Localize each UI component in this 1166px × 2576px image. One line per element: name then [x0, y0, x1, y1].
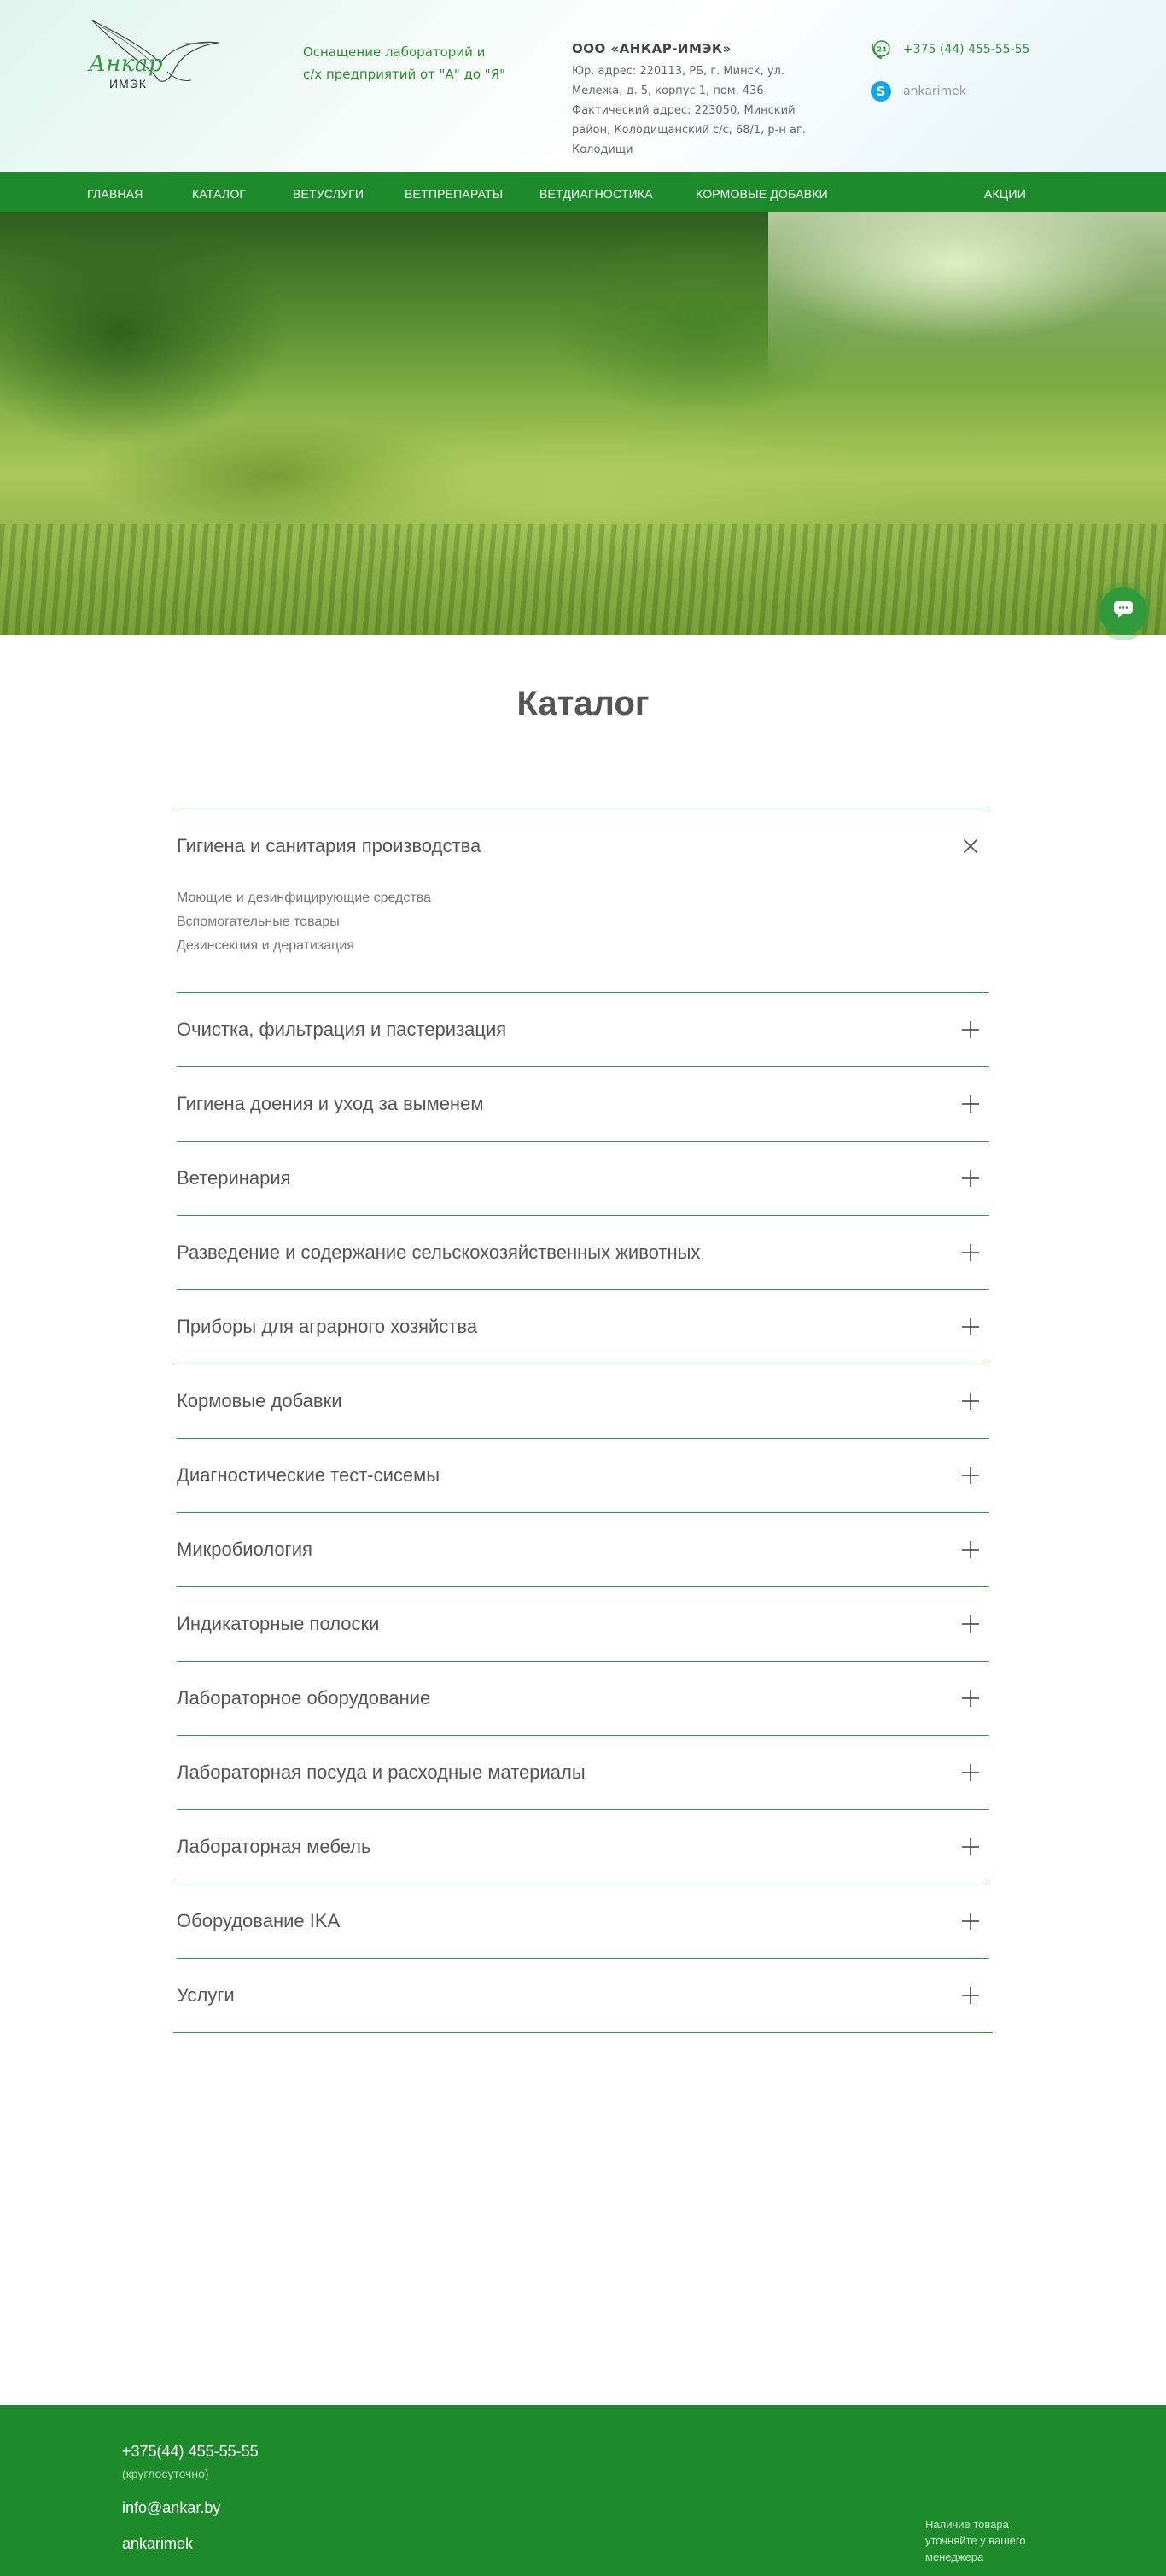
footer-stock-line: менеджера: [925, 2550, 984, 2563]
catalog-item-header[interactable]: [177, 1364, 989, 1438]
catalog-subitem[interactable]: Дезинсекция и дератизация: [177, 938, 354, 953]
catalog-item: [177, 1884, 989, 1959]
plus-icon[interactable]: [960, 1985, 981, 2006]
footer-phone[interactable]: +375(44) 455-55-55: [122, 2443, 259, 2460]
plus-icon[interactable]: [960, 1614, 981, 1634]
header-phone[interactable]: [869, 39, 1030, 60]
footer-stock-line: уточняйте у вашего: [925, 2534, 1026, 2547]
catalog-subitem[interactable]: Моющие и дезинфицирующие средства: [177, 891, 431, 905]
catalog-item: [177, 1959, 989, 2032]
catalog-item-header[interactable]: [177, 1142, 989, 1215]
catalog-accordion: [177, 809, 989, 2032]
address-line: Мележа, д. 5, корпус 1, пом. 436: [572, 85, 764, 97]
close-icon[interactable]: [960, 836, 981, 856]
catalog-item-header[interactable]: [177, 1290, 989, 1364]
svg-text:24: 24: [877, 45, 887, 54]
footer-skype[interactable]: ankarimek: [122, 2535, 194, 2552]
catalog-item: [177, 1216, 989, 1290]
catalog-item-title: Кормовые добавки: [177, 1390, 342, 1411]
nav-item-vet-services[interactable]: ВЕТУСЛУГИ: [293, 187, 364, 201]
plus-icon[interactable]: [960, 1168, 981, 1189]
catalog-item: [177, 809, 989, 993]
catalog-item: [177, 1364, 989, 1439]
address-line: Колодищи: [572, 143, 633, 156]
catalog-item-header[interactable]: [177, 809, 989, 883]
catalog-item-title: Приборы для аграрного хозяйства: [177, 1316, 478, 1337]
hero-banner: [0, 212, 1166, 635]
catalog-item-title: Гигиена доения и уход за выменем: [177, 1093, 484, 1114]
catalog-item: [177, 1067, 989, 1142]
phone-24-icon: [869, 38, 893, 61]
plus-icon[interactable]: [960, 1762, 981, 1783]
catalog-item-header[interactable]: [177, 1587, 989, 1661]
nav-item-feed-additives[interactable]: КОРМОВЫЕ ДОБАВКИ: [696, 187, 828, 201]
catalog-item: [177, 1810, 989, 1884]
chat-button[interactable]: [1099, 587, 1147, 635]
plus-icon[interactable]: [960, 1317, 981, 1337]
catalog-item: [177, 1513, 989, 1587]
nav-item-vet-diagnostics[interactable]: ВЕТДИАГНОСТИКА: [539, 187, 653, 201]
catalog-item-header[interactable]: [177, 1067, 989, 1141]
catalog-item-header[interactable]: [177, 1884, 989, 1958]
catalog-item-header[interactable]: [177, 1662, 989, 1735]
nav-item-home[interactable]: ГЛАВНАЯ: [87, 187, 143, 201]
catalog-item-title: Услуги: [177, 1984, 235, 2006]
svg-text:S: S: [876, 84, 886, 99]
chat-icon: [1113, 600, 1134, 622]
nav-item-promotions[interactable]: АКЦИИ: [984, 187, 1026, 201]
site-header: [0, 0, 1166, 172]
address-line: район, Колодищанский с/с, 68/1, р-н аг.: [572, 124, 806, 137]
catalog-item-header[interactable]: [177, 1216, 989, 1289]
skype-icon: [869, 79, 893, 103]
catalog-item-title: Оборудование IKA: [177, 1910, 341, 1931]
catalog-item-header[interactable]: [177, 1439, 989, 1512]
plus-icon[interactable]: [960, 1019, 981, 1040]
catalog-item-title: Индикаторные полоски: [177, 1613, 380, 1634]
address-line: Фактический адрес: 223050, Минский: [572, 104, 796, 117]
logo-text-ankar: Анкар: [89, 51, 163, 77]
nav-item-catalog[interactable]: КАТАЛОГ: [192, 187, 247, 201]
plus-icon[interactable]: [960, 1837, 981, 1857]
site-footer: [0, 2405, 1166, 2576]
address-line: Юр. адрес: 220113, РБ, г. Минск, ул.: [572, 65, 784, 78]
plus-icon[interactable]: [960, 1391, 981, 1411]
company-info: [572, 41, 845, 160]
catalog-item-header[interactable]: [177, 1736, 989, 1809]
plus-icon[interactable]: [960, 1539, 981, 1560]
catalog-item-title: Лабораторная посуда и расходные материалы: [177, 1761, 586, 1783]
page-title: Каталог: [516, 685, 650, 722]
footer-phone-note: (круглосуточно): [122, 2467, 209, 2480]
catalog-divider: [173, 2032, 993, 2033]
catalog-item-title: Гигиена и санитария производства: [177, 835, 481, 856]
footer-stock-note: [925, 2516, 1062, 2565]
catalog-item: [177, 1290, 989, 1364]
tagline-line-2: с/х предприятий от "А" до "Я": [303, 67, 506, 82]
nav-item-vet-drugs[interactable]: ВЕТПРЕПАРАТЫ: [405, 187, 504, 201]
plus-icon[interactable]: [960, 1465, 981, 1486]
tagline-line-1: Оснащение лабораторий и: [303, 44, 486, 60]
footer-stock-line: Наличие товара: [925, 2518, 1009, 2531]
logo-text-imek: ИМЭК: [109, 77, 147, 91]
catalog-item: [177, 993, 989, 1067]
company-name: ООО «АНКАР-ИМЭК»: [572, 41, 732, 56]
catalog-item-title: Диагностические тест-сисемы: [177, 1464, 440, 1486]
header-skype-text[interactable]: ankarimek: [903, 85, 966, 98]
plus-icon[interactable]: [960, 1688, 981, 1709]
catalog-item-title: Лабораторное оборудование: [177, 1687, 431, 1709]
logo[interactable]: [85, 19, 222, 97]
catalog-item: [177, 1587, 989, 1662]
catalog-item: [177, 1142, 989, 1216]
footer-email[interactable]: info@ankar.by: [122, 2499, 221, 2516]
catalog-item-title: Ветеринария: [177, 1167, 291, 1189]
catalog-subitem[interactable]: Вспомогательные товары: [177, 914, 340, 929]
plus-icon[interactable]: [960, 1911, 981, 1931]
catalog-item-header[interactable]: [177, 1810, 989, 1884]
header-contacts: [869, 39, 1030, 123]
catalog-item-title: Лабораторная мебель: [177, 1836, 371, 1857]
header-phone-text[interactable]: +375 (44) 455-55-55: [903, 43, 1030, 56]
catalog-item-title: Микробиология: [177, 1539, 312, 1560]
header-skype[interactable]: [869, 81, 1030, 102]
catalog-item: [177, 1439, 989, 1513]
main-nav: [0, 172, 1166, 212]
catalog-item: [177, 1662, 989, 1736]
catalog-item-title: Очистка, фильтрация и пастеризация: [177, 1019, 507, 1040]
tagline: [303, 41, 533, 85]
catalog-item-header[interactable]: [177, 993, 989, 1066]
catalog-item-header[interactable]: [177, 1959, 989, 2032]
plus-icon[interactable]: [960, 1242, 981, 1263]
catalog-subitems: [177, 881, 989, 992]
plus-icon[interactable]: [960, 1094, 981, 1114]
catalog-item: [177, 1736, 989, 1810]
catalog-item-title: Разведение и содержание сельскохозяйственных животных: [177, 1241, 701, 1263]
catalog-item-header[interactable]: [177, 1513, 989, 1586]
